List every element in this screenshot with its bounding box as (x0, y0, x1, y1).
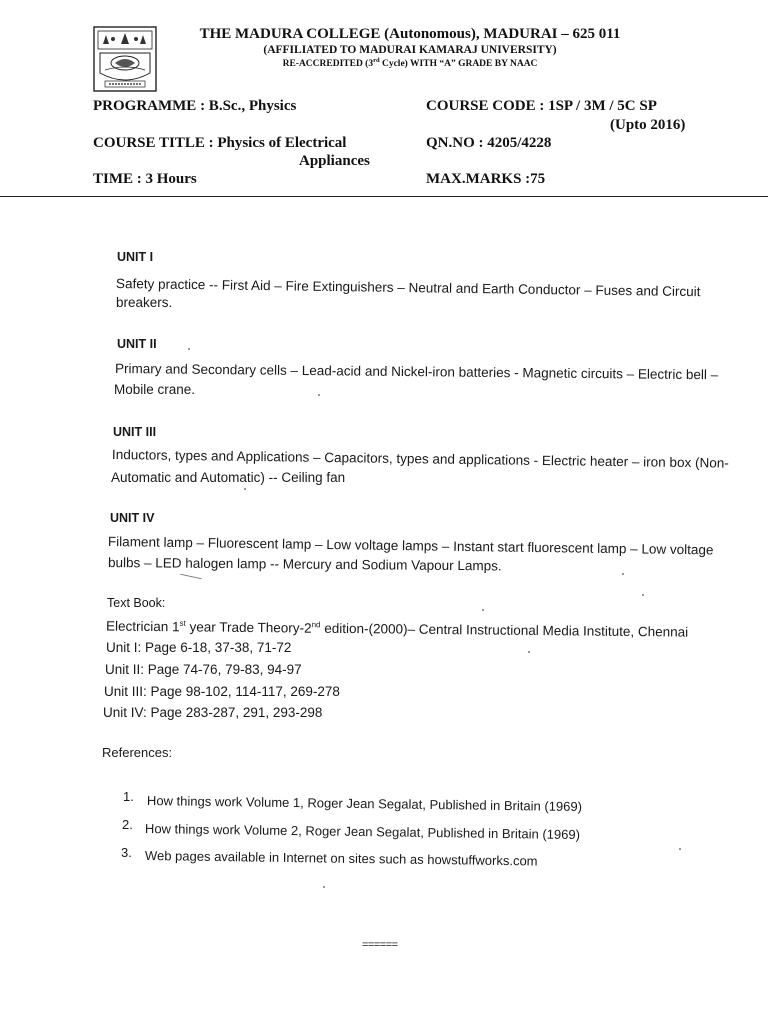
reference-number: 2. (122, 817, 133, 832)
reference-number: 3. (121, 845, 132, 860)
scan-speck (318, 394, 320, 396)
scan-speck (482, 609, 484, 611)
header-divider (0, 196, 768, 197)
scan-speck (323, 886, 325, 888)
unit-heading: UNIT IV (110, 511, 155, 525)
unit-topic-line: Inductors, types and Applications – Capacitors, types and applications - Electric heater – iron box (Non- (111, 447, 729, 471)
text-book-unit-pages: Unit II: Page 74-76, 79-83, 94-97 (105, 662, 302, 677)
references-heading: References: (102, 745, 173, 760)
course-code-field: COURSE CODE : 1SP / 3M / 5C SP (426, 98, 657, 114)
unit-topic-line: Safety practice -- First Aid – Fire Extinguishers – Neutral and Earth Conductor – Fuses and Circuit (115, 276, 701, 300)
unit-heading: UNIT I (117, 250, 154, 264)
reference-item: Web pages available in Internet on sites such as howstuffworks.com (144, 848, 538, 869)
scan-smudge (180, 574, 202, 580)
question-number-field: QN.NO : 4205/4228 (426, 135, 552, 151)
scan-speck (642, 594, 644, 596)
unit-heading: UNIT II (117, 337, 157, 351)
scan-speck (528, 651, 530, 653)
text-book-unit-pages: Unit I: Page 6-18, 37-38, 71-72 (106, 640, 292, 655)
unit-topic-line: bulbs – LED halogen lamp -- Mercury and Sodium Vapour Lamps. (107, 555, 502, 574)
max-marks-field: MAX.MARKS :75 (426, 171, 546, 187)
scan-speck (679, 848, 681, 850)
course-title-field: COURSE TITLE : Physics of Electrical (93, 135, 347, 151)
unit-topic-line: breakers. (116, 295, 173, 310)
programme-field: PROGRAMME : B.Sc., Physics (93, 98, 297, 114)
reference-item: How things work Volume 1, Roger Jean Segalat, Published in Britain (1969) (146, 793, 583, 815)
end-separator: ====== (362, 939, 398, 951)
scan-speck (622, 573, 624, 575)
college-emblem-logo (93, 26, 157, 92)
text-book-heading: Text Book: (107, 596, 166, 610)
unit-topic-line: Primary and Secondary cells – Lead-acid and Nickel-iron batteries - Magnetic circuits – Electric bell – (114, 361, 719, 383)
college-name: THE MADURA COLLEGE (Autonomous), MADURAI – 625 011 (199, 26, 621, 42)
unit-heading: UNIT III (113, 425, 157, 439)
scan-speck (188, 348, 190, 350)
course-title-continuation: Appliances (299, 153, 370, 169)
unit-topic-line: Filament lamp – Fluorescent lamp – Low voltage lamps – Instant start fluorescent lamp – Low voltage (107, 534, 714, 558)
reaccreditation-line: RE-ACCREDITED (3rd Cycle) WITH “A” GRADE BY NAAC (282, 57, 538, 70)
unit-topic-line: Mobile crane. (114, 382, 196, 397)
reference-number: 1. (123, 789, 134, 804)
text-book-unit-pages: Unit IV: Page 283-287, 291, 293-298 (103, 705, 323, 720)
affiliation-line: (AFFILIATED TO MADURAI KAMARAJ UNIVERSITY) (263, 44, 557, 56)
reference-item: How things work Volume 2, Roger Jean Segalat, Published in Britain (1969) (144, 821, 581, 843)
time-field: TIME : 3 Hours (93, 171, 197, 187)
course-code-note: (Upto 2016) (610, 117, 686, 133)
unit-topic-line: Automatic and Automatic) -- Ceiling fan (111, 470, 346, 485)
text-book-unit-pages: Unit III: Page 98-102, 114-117, 269-278 (104, 684, 340, 699)
scan-speck (244, 488, 246, 490)
text-book-citation: Electrician 1st year Trade Theory-2nd edition-(2000)– Central Instructional Media Institute, Chennai (105, 618, 689, 640)
